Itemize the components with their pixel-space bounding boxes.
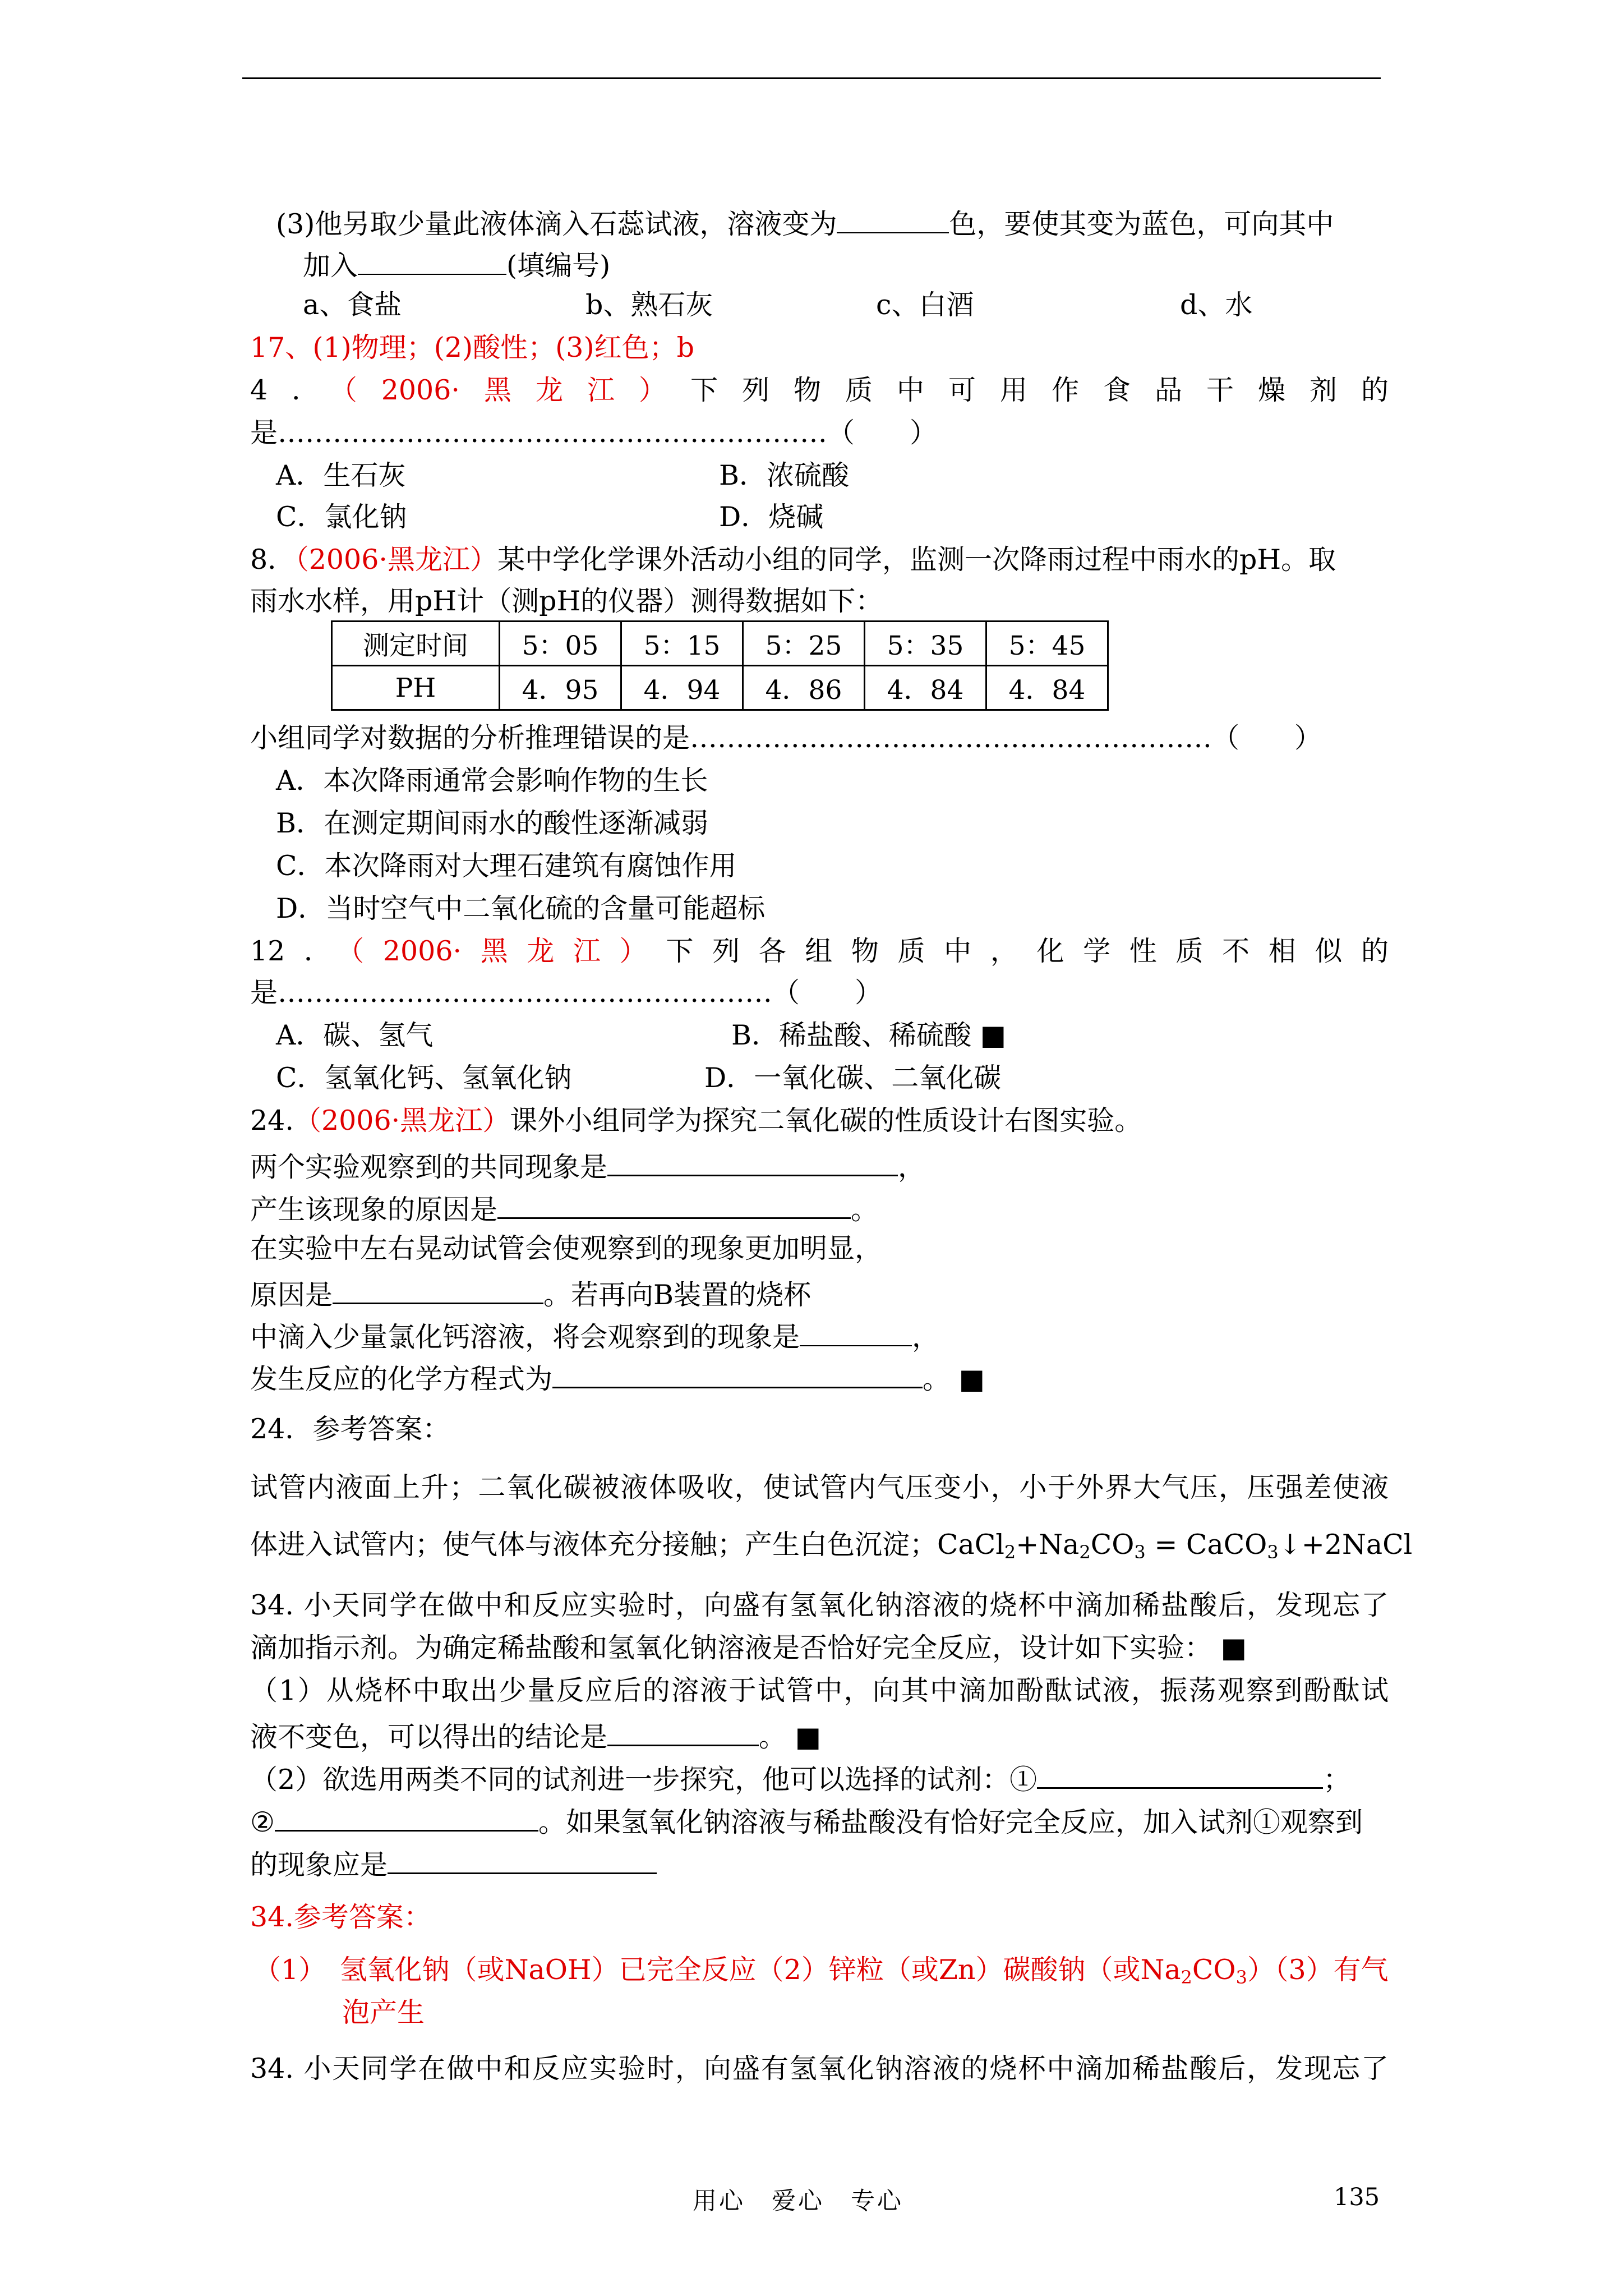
- question-text: ，: [912, 1321, 940, 1353]
- question-text: （2）欲选用两类不同的试剂进一步探究，他可以选择的试剂：①: [250, 1764, 1038, 1796]
- q16-3-line2: [303, 245, 1441, 284]
- question-text: 发生反应的化学方程式为: [250, 1363, 553, 1395]
- question-text: 产生该现象的原因是: [250, 1194, 498, 1226]
- q8-option-b: B．在测定期间雨水的酸性逐渐减弱: [276, 807, 709, 839]
- option-c: C．氢氧化钙、氢氧化钠: [276, 1062, 572, 1094]
- table-cell: 5：05: [500, 622, 621, 666]
- answer-blank[interactable]: [552, 1358, 923, 1388]
- q24-answer-line1: 试管内液面上升；二氧化碳被液体吸收，使试管内气压变小，小于外界大气压，压强差使液: [250, 1471, 1389, 1503]
- subscript: 3: [1134, 1542, 1146, 1563]
- q24-line4: [250, 1273, 1389, 1313]
- table-cell: 5：15: [621, 622, 743, 666]
- q16-3-text: 加入: [303, 250, 358, 282]
- q34-line6: [250, 1801, 1389, 1841]
- q8-stem-line3: 小组同学对数据的分析推理错误的是…………………………………………………（ ）: [250, 722, 1322, 754]
- answer-text: 体进入试管内；使气体与液体充分接触；产生白色沉淀；CaCl: [250, 1529, 1004, 1561]
- answer-text: = CaCO: [1145, 1529, 1267, 1561]
- question-text: 下列各组物质中，化学性质不相似的: [666, 935, 1389, 967]
- question-number: 8．: [250, 544, 296, 576]
- question-source: （2006·黑龙江）: [343, 374, 690, 406]
- question-text: 某中学化学课外活动小组的同学，监测一次降雨过程中雨水的pH。取: [497, 544, 1336, 576]
- answer-text: +Na: [1016, 1529, 1080, 1561]
- answer-blank[interactable]: [607, 1145, 898, 1176]
- answer-text: （1） 氢氧化钠（或NaOH）已完全反应（2）锌粒（或Zn）碳酸钠（或Na: [253, 1954, 1181, 1986]
- table-row: [332, 666, 1108, 710]
- table-cell: 4．94: [621, 666, 743, 710]
- question-text: 。 ■: [759, 1721, 821, 1753]
- answer-blank[interactable]: [607, 1715, 759, 1746]
- q8-stem-line1: [250, 542, 1389, 578]
- q16-3-text: 色，要使其变为蓝色，可向其中: [949, 208, 1334, 240]
- footer-motto: 用心 爱心 专心: [693, 2187, 903, 2215]
- q8-option-a: A．本次降雨通常会影响作物的生长: [276, 765, 708, 797]
- q8-option-d: D．当时空气中二氧化硫的含量可能超标: [276, 892, 766, 924]
- table-cell: 5：25: [743, 622, 865, 666]
- q4-stem-line1: [250, 372, 1389, 408]
- page-number: 135: [1334, 2183, 1380, 2211]
- question-text: 的现象应是: [250, 1849, 388, 1881]
- question-text: 。: [851, 1194, 879, 1226]
- q12-stem-line2: 是………………………………………………（ ）: [250, 977, 883, 1009]
- question-source: （2006·黑龙江）: [295, 544, 497, 576]
- table-row: [332, 622, 1108, 666]
- option-b: B．浓硫酸: [719, 459, 850, 491]
- q24-stem: [250, 1103, 1389, 1139]
- q8-stem-line2: 雨水水样，用pH计（测pH的仪器）测得数据如下：: [250, 585, 883, 617]
- question-text: 中滴入少量氯化钙溶液，将会观察到的现象是: [250, 1321, 800, 1353]
- q34b-line1: 34. 小天同学在做中和反应实验时，向盛有氢氧化钠溶液的烧杯中滴加稀盐酸后，发现忘了: [250, 2053, 1389, 2085]
- table-cell: 5：35: [865, 622, 986, 666]
- table-header-cell: 测定时间: [332, 622, 500, 666]
- answer-blank[interactable]: [275, 1801, 538, 1832]
- option-d: d、水: [1180, 289, 1253, 321]
- table-header-cell: PH: [332, 666, 500, 710]
- option-a: A．生石灰: [276, 459, 406, 491]
- answer-blank[interactable]: [800, 1316, 912, 1346]
- q34-line7: [250, 1843, 1389, 1883]
- q24-line5: [250, 1316, 1389, 1355]
- answer-text: ）（3）有气: [1247, 1954, 1389, 1986]
- table-cell: 5：45: [986, 622, 1108, 666]
- q34-answer-line2: 泡产生: [342, 1996, 425, 2028]
- q16-3-text: (填编号): [506, 250, 611, 282]
- option-d: D．烧碱: [719, 501, 824, 533]
- option-d: D．一氧化碳、二氧化碳: [704, 1062, 1002, 1094]
- q34-line4: [250, 1715, 1389, 1755]
- q34-answer-line1: [253, 1952, 1392, 1995]
- q24-answer-line2: [250, 1527, 1413, 1570]
- q24-line6: [250, 1358, 1389, 1397]
- answer-blank[interactable]: [497, 1188, 851, 1219]
- question-text: ；: [1323, 1764, 1351, 1796]
- q24-answer-title: 24．参考答案：: [250, 1413, 450, 1445]
- ph-data-table: [331, 620, 1109, 711]
- question-text: 。若再向B装置的烧杯: [543, 1279, 811, 1311]
- subscript: 2: [1079, 1542, 1091, 1563]
- table-cell: 4．84: [865, 666, 986, 710]
- answer-blank[interactable]: [333, 1273, 543, 1304]
- option-c: C．氯化钠: [276, 501, 407, 533]
- q24-line2: [250, 1188, 1389, 1228]
- q4-stem-line2: 是……………………………………………………（ ）: [250, 417, 938, 449]
- question-text: 两个实验观察到的共同现象是: [250, 1151, 608, 1183]
- answer-blank[interactable]: [358, 245, 506, 275]
- question-text: 液不变色，可以得出的结论是: [250, 1721, 608, 1753]
- answer-text: CO: [1090, 1529, 1135, 1561]
- question-text: 。 ■: [923, 1363, 985, 1395]
- q34-line2: 滴加指示剂。为确定稀盐酸和氢氧化钠溶液是否恰好完全反应，设计如下实验： ■: [250, 1632, 1247, 1664]
- answer-text: ↓+2NaCl: [1278, 1529, 1413, 1561]
- q34-line1: 34. 小天同学在做中和反应实验时，向盛有氢氧化钠溶液的烧杯中滴加稀盐酸后，发现忘了: [250, 1589, 1389, 1621]
- q24-line3: 在实验中左右晃动试管会使观察到的现象更加明显，: [250, 1232, 883, 1264]
- q12-stem-line1: [250, 933, 1389, 969]
- q34-answer-title: 34.参考答案：: [250, 1901, 431, 1933]
- option-a: a、食盐: [303, 289, 402, 321]
- answer-blank[interactable]: [837, 203, 949, 233]
- answer-blank[interactable]: [388, 1843, 657, 1874]
- subscript: 3: [1267, 1542, 1279, 1563]
- table-cell: 4．84: [986, 666, 1108, 710]
- table-cell: 4．86: [743, 666, 865, 710]
- question-source: （2006·黑龙江）: [350, 935, 666, 967]
- question-number: 4．: [250, 374, 344, 406]
- subscript: 2: [1004, 1542, 1016, 1563]
- question-number: 24.: [250, 1105, 294, 1137]
- q34-line3: （1）从烧杯中取出少量反应后的溶液于试管中，向其中滴加酚酞试液，振荡观察到酚酞试: [250, 1674, 1389, 1706]
- question-text: 原因是: [250, 1279, 333, 1311]
- answer-17: 17、(1)物理；(2)酸性；(3)红色；b: [250, 332, 694, 364]
- question-text: 。如果氢氧化钠溶液与稀盐酸没有恰好完全反应，加入试剂①观察到: [538, 1806, 1363, 1838]
- question-text: 课外小组同学为探究二氧化碳的性质设计右图实验。: [510, 1105, 1142, 1137]
- question-number: 12．: [250, 935, 351, 967]
- q8-option-c: C．本次降雨对大理石建筑有腐蚀作用: [276, 850, 737, 882]
- question-text: 下列物质中可用作食品干燥剂的: [690, 374, 1389, 406]
- q24-line1: [250, 1145, 1389, 1185]
- option-b: b、熟石灰: [585, 289, 713, 321]
- q16-3-line1: [276, 203, 1414, 242]
- table-cell: 4．95: [500, 666, 621, 710]
- header-rule: [242, 77, 1381, 79]
- question-text: ，: [898, 1151, 926, 1183]
- question-text: ②: [250, 1806, 275, 1838]
- option-b: B．稀盐酸、稀硫酸 ■: [731, 1019, 1006, 1051]
- question-source: （2006·黑龙江）: [293, 1105, 510, 1137]
- answer-text: CO: [1192, 1954, 1236, 1986]
- subscript: 2: [1181, 1967, 1192, 1988]
- option-c: c、白酒: [876, 289, 974, 321]
- option-a: A．碳、氢气: [276, 1019, 434, 1051]
- q16-3-text: (3)他另取少量此液体滴入石蕊试液，溶液变为: [276, 208, 837, 240]
- subscript: 3: [1235, 1967, 1247, 1988]
- q34-line5: [250, 1758, 1389, 1798]
- answer-blank[interactable]: [1037, 1758, 1323, 1789]
